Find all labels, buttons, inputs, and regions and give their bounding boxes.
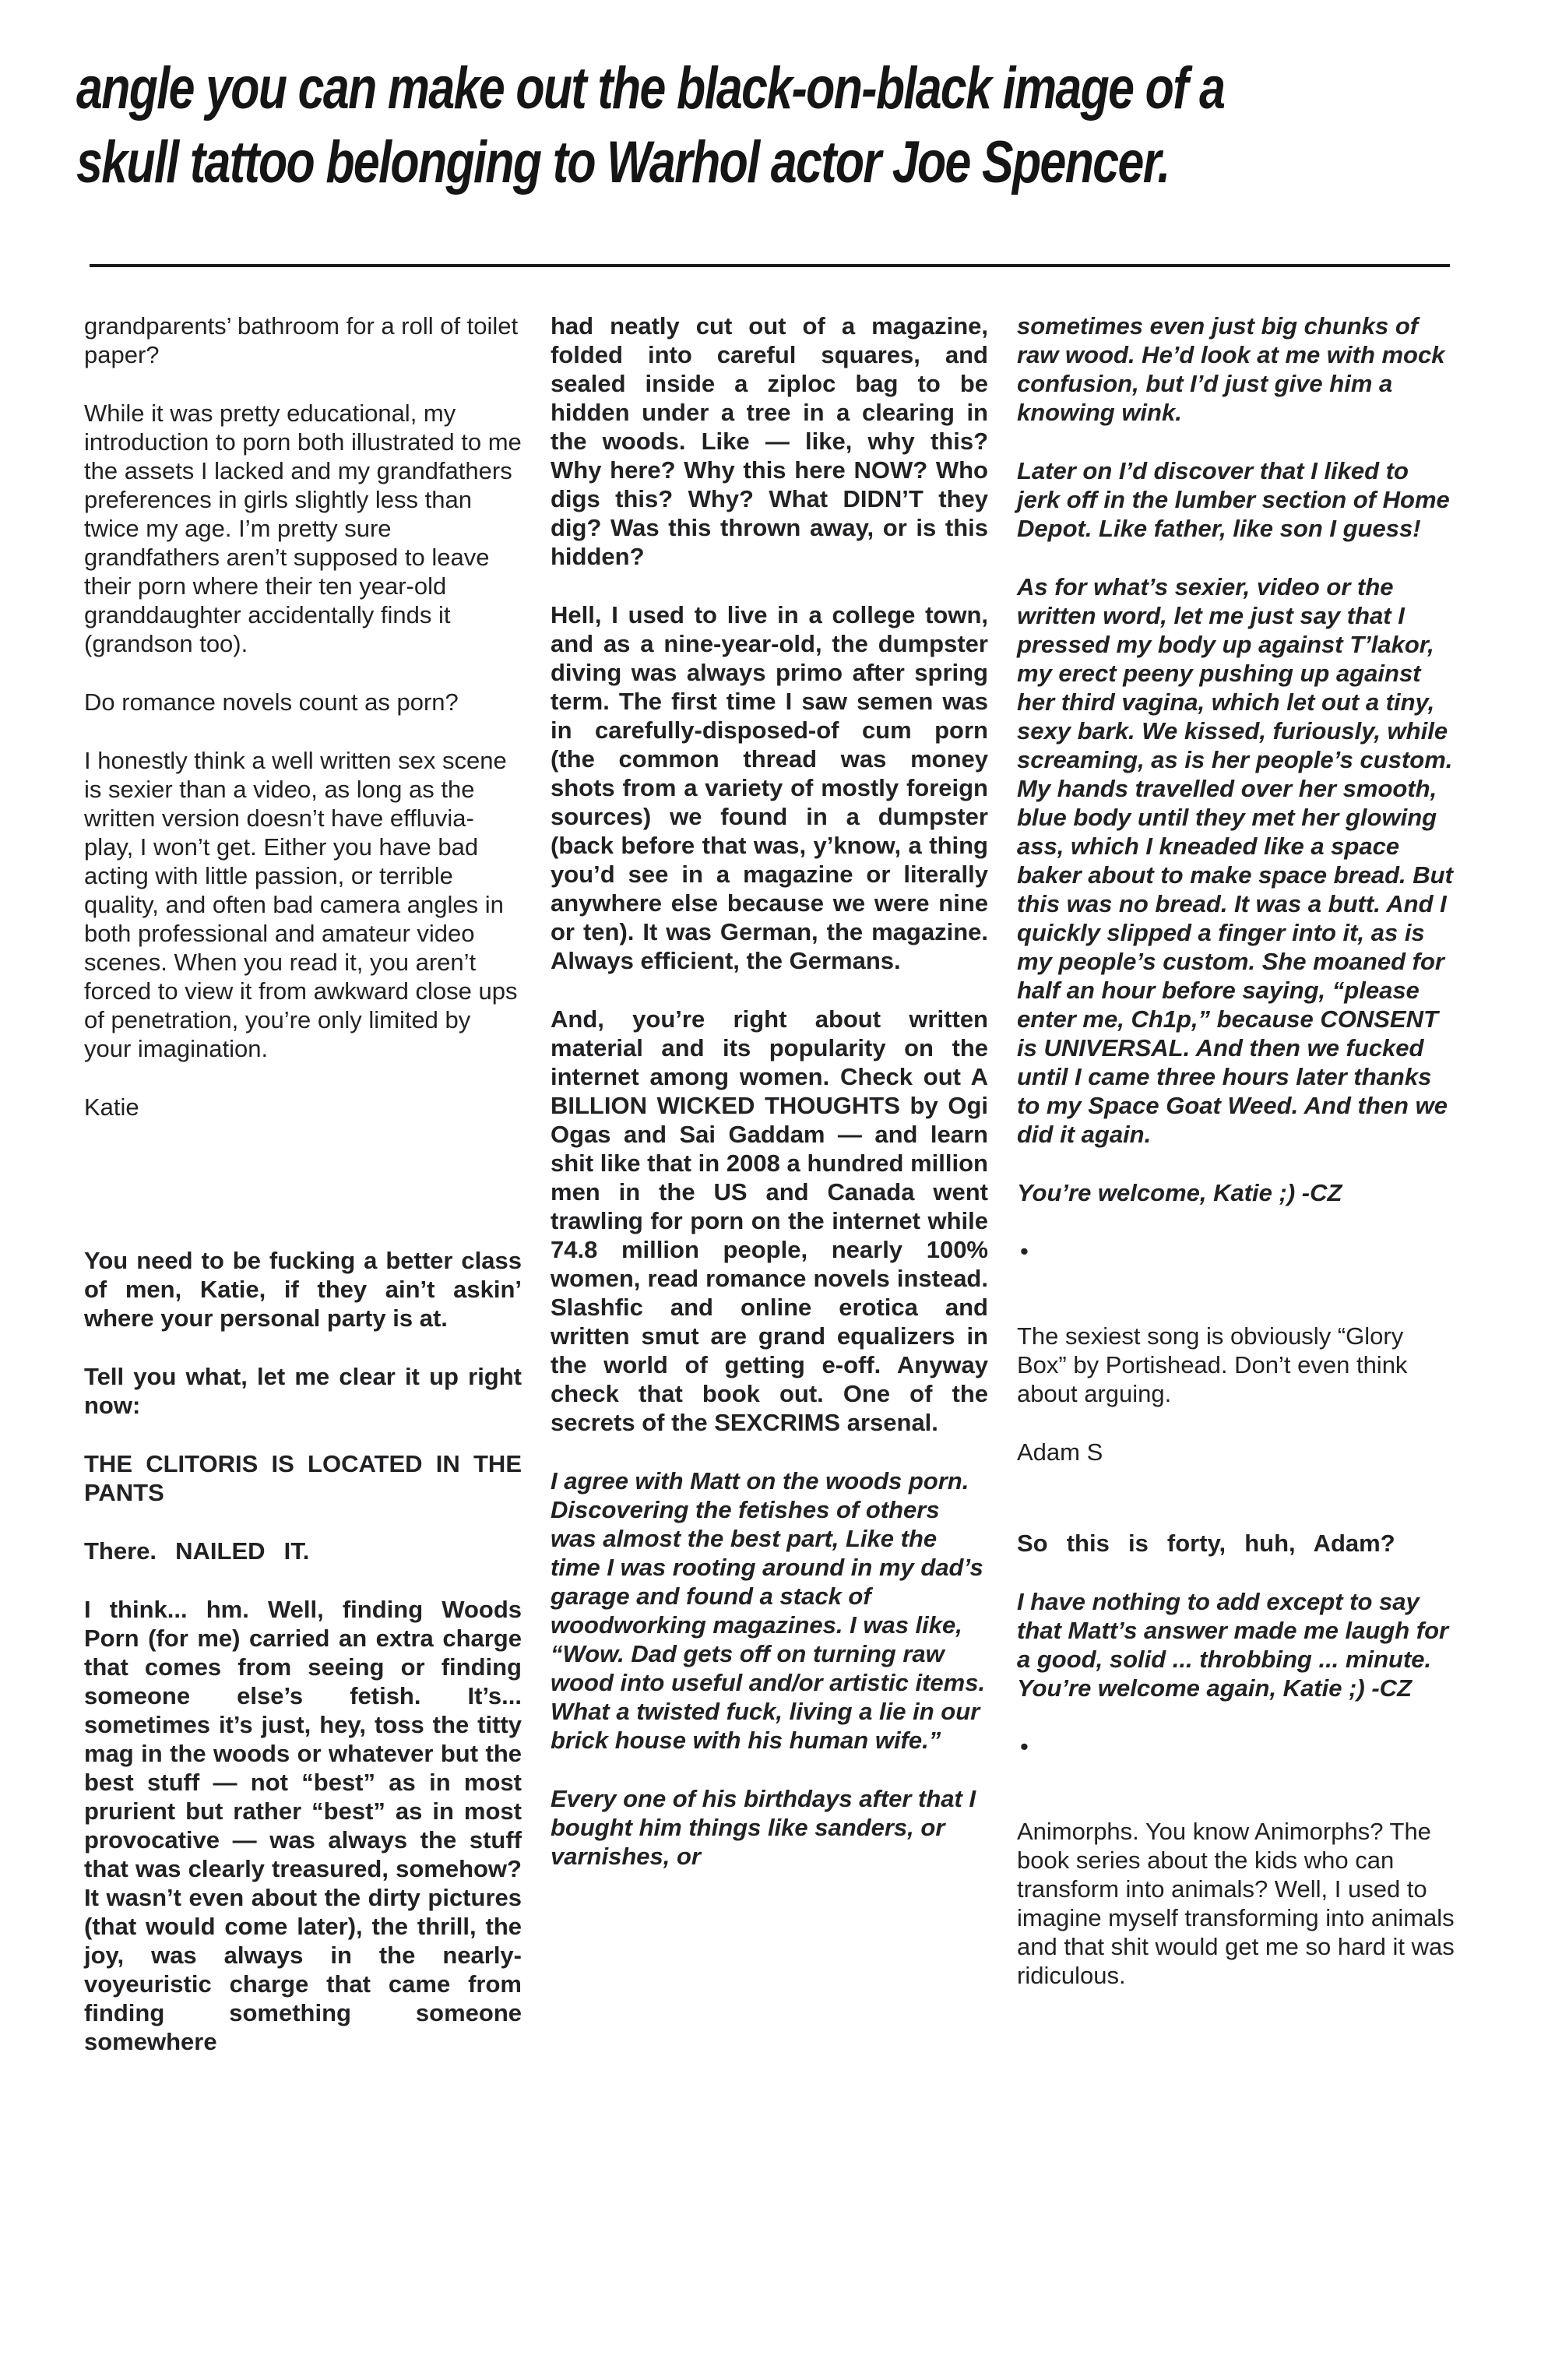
paragraph: I think... hm. Well, finding Woods Porn (for me) carried an extra charge that comes from seeing or finding someone else’s fetish. It’s... sometimes it’s just, hey, toss the titty mag in the woods or whatever but the best stuff — not “best” as in most prurient but rather “best” as in most provocative — was always the stuff that was clearly treasured, somehow? It wasn’t even about the dirty pictures (that would come later), the thrill, the joy, was always in the nearly-voyeuristic charge that came from finding something someone somewhere: [84, 1596, 522, 2055]
column-2: [551, 312, 988, 1900]
paragraph: Tell you what, let me clear it up right now:: [84, 1363, 522, 1419]
paragraph: You’re welcome, Katie ;) -CZ: [1017, 1179, 1342, 1206]
paragraph: had neatly cut out of a magazine, folded into careful squares, and sealed inside a ziploc bag to be hidden under a tree in a clearing in the woods. Like — like, why this? Why here? Why this here NOW? Who digs this? Why? What DIDN’T they dig? Was this thrown away, or is this hidden?: [551, 312, 988, 570]
page-title-line-1: angle you can make out the black-on-black image of a: [76, 55, 1225, 121]
paragraph: Hell, I used to live in a college town, and as a nine-year-old, the dumpster diving was always primo after spring term. The first time I saw semen was in carefully-disposed-of cum porn (the common thread was money shots from a variety of mostly foreign sources) we found in a dumpster (back before that was, y’know, a thing you’d see in a magazine or literally anywhere else because we were nine or ten). It was German, the magazine. Always efficient, the Germans.: [551, 601, 988, 974]
paragraph: Later on I’d discover that I liked to jerk off in the lumber section of Home Depot. Like father, like son I guess!: [1017, 457, 1450, 542]
paragraph: There. NAILED IT.: [84, 1537, 310, 1565]
paragraph: I agree with Matt on the woods porn. Discovering the fetishes of others was almost the best part, Like the time I was rooting around in my dad’s garage and found a stack of woodworking magazines. I was like, “Wow. Dad gets off on turning raw wood into useful and/or artistic items. What a twisted fuck, living a lie in our brick house with his human wife.”: [551, 1467, 986, 1754]
paragraph: THE CLITORIS IS LOCATED IN THE PANTS: [84, 1450, 522, 1506]
page-title-line-2: skull tattoo belonging to Warhol actor Joe Spencer.: [76, 129, 1170, 195]
column-3: [1017, 312, 1455, 2019]
paragraph: Katie: [84, 1093, 139, 1121]
paragraph: sometimes even just big chunks of raw wood. He’d look at me with mock confusion, but I’d just give him a knowing wink.: [1017, 312, 1445, 426]
paragraph: The sexiest song is obviously “Glory Box” by Portishead. Don’t even think about arguing.: [1017, 1322, 1408, 1407]
paragraph: So this is forty, huh, Adam?: [1017, 1530, 1395, 1557]
paragraph: And, you’re right about written material and its popularity on the internet among women. Check out A BILLION WICKED THOUGHTS by Ogi Ogas and Sai Gaddam — and learn shit like that in 2008 a hundred million men in the US and Canada went trawling for porn on the internet while 74.8 million people, nearly 100% women, read romance novels instead. Slashfic and online erotica and written smut are grand equalizers in the world of getting e-off. Anyway check that book out. One of the secrets of the SEXCRIMS arsenal.: [551, 1005, 988, 1436]
column-1: [84, 312, 522, 2086]
text-columns: [84, 312, 1456, 2086]
paragraph: Animorphs. You know Animorphs? The book series about the kids who can transform into animals? Well, I used to imagine myself transforming into animals and that shit would get me so hard it was ridiculous.: [1017, 1818, 1455, 1989]
paragraph: Adam S: [1017, 1438, 1103, 1466]
divider-line: [90, 264, 1450, 267]
bullet-separator: •: [1020, 1733, 1029, 1760]
paragraph: I have nothing to add except to say that Matt’s answer made me laugh for a good, solid ... throbbing ... minute. You’re welcome again, Katie ;) -CZ: [1017, 1588, 1449, 1702]
paragraph: While it was pretty educational, my introduction to porn both illustrated to me the assets I lacked and my grandfathers preferences in girls slightly less than twice my age. I’m pretty sure grandfathers aren’t supposed to leave their porn where their ten year-old granddaughter accidentally finds it (grandson too).: [84, 400, 522, 657]
paragraph: I honestly think a well written sex scene is sexier than a video, as long as the written version doesn’t have effluvia-play, I won’t get. Either you have bad acting with little passion, or terrible quality, and often bad camera angles in both professional and amateur video scenes. When you read it, you aren’t forced to view it from awkward close ups of penetration, you’re only limited by your imagination.: [84, 747, 518, 1062]
bullet-separator: •: [1020, 1238, 1029, 1265]
paragraph: As for what’s sexier, video or the written word, let me just say that I pressed my body up against T’lakor, my erect peeny pushing up against her third vagina, which let out a tiny, sexy bark. We kissed, furiously, while screaming, as is her people’s custom. My hands travelled over her smooth, blue body until they met her glowing ass, which I kneaded like a space baker about to make space bread. But this was no bread. It was a butt. And I quickly slipped a finger into it, as is my people’s custom. She moaned for half an hour before saying, “please enter me, Ch1p,” because CONSENT is UNIVERSAL. And then we fucked until I came three hours later thanks to my Space Goat Weed. And then we did it again.: [1017, 573, 1453, 1148]
paragraph: You need to be fucking a better class of men, Katie, if they ain’t askin’ where your personal party is at.: [84, 1247, 522, 1332]
page-title: [76, 51, 1224, 199]
paragraph: grandparents’ bathroom for a roll of toilet paper?: [84, 312, 519, 368]
paragraph: Every one of his birthdays after that I bought him things like sanders, or varnishes, or: [551, 1785, 976, 1870]
paragraph: Do romance novels count as porn?: [84, 688, 459, 716]
